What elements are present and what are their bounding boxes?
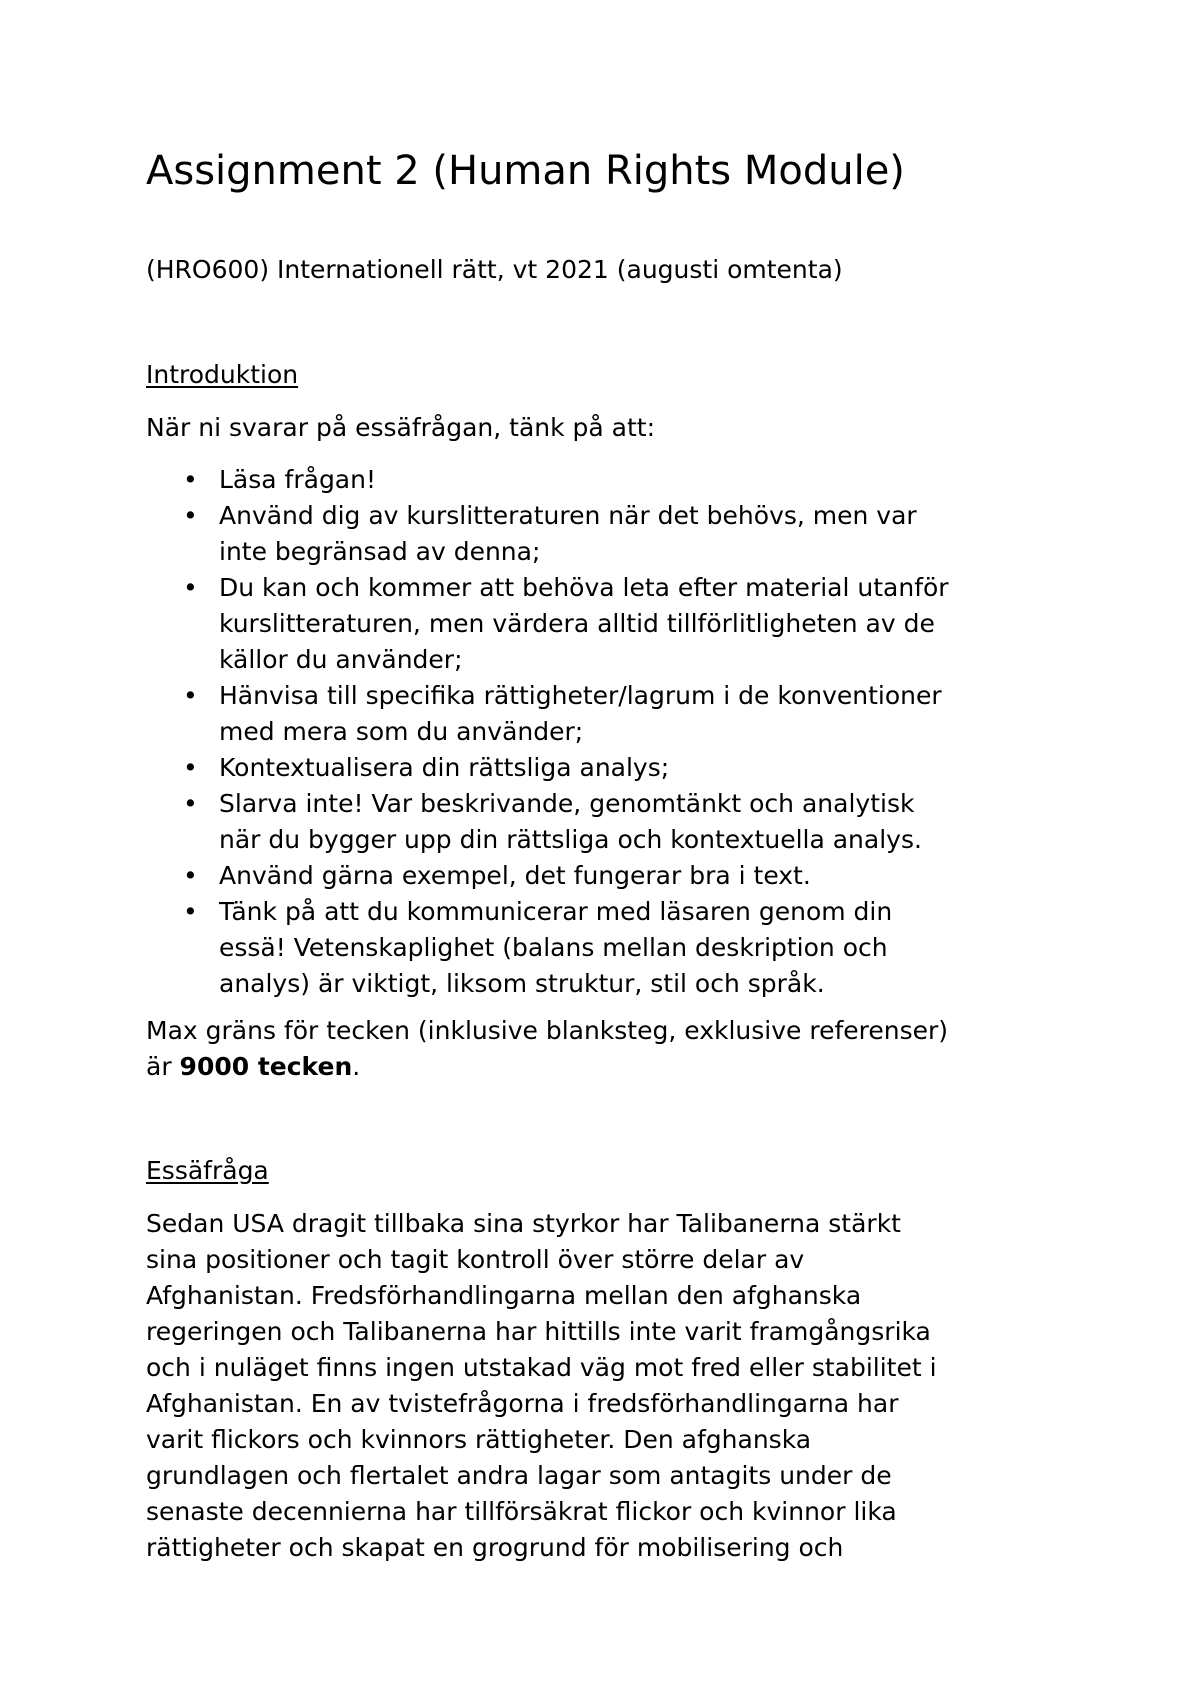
character-limit-paragraph	[146, 1013, 948, 1085]
essay-text-line: rättigheter och skapat en grogrund för mobilisering och	[146, 1533, 844, 1562]
bullet-item	[146, 786, 1066, 858]
bullet-text-line: när du bygger upp din rättsliga och kontextuella analys.	[219, 825, 922, 854]
bullet-item	[146, 678, 1066, 750]
bullet-text-line: Du kan och kommer att behöva leta efter material utanför	[219, 573, 949, 602]
bullet-item	[146, 570, 1066, 678]
bullet-text-line: med mera som du använder;	[219, 717, 584, 746]
course-subtitle: (HRO600) Internationell rätt, vt 2021 (augusti omtenta)	[146, 255, 843, 284]
bullet-item	[146, 858, 1066, 894]
bullet-item	[146, 750, 1066, 786]
intro-heading: Introduktion	[146, 360, 299, 389]
bullet-item	[146, 498, 1066, 570]
essay-text-line: varit flickors och kvinnors rättigheter. Den afghanska	[146, 1425, 812, 1454]
intro-bullet-list	[146, 462, 1066, 1002]
document-title: Assignment 2 (Human Rights Module)	[146, 148, 905, 194]
essay-text-line: sina positioner och tagit kontroll över större delar av	[146, 1245, 805, 1274]
bullet-dot-icon: •	[183, 861, 198, 890]
bullet-item	[146, 894, 1066, 1002]
intro-lead: När ni svarar på essäfrågan, tänk på att:	[146, 413, 656, 442]
limit-value: 9000 tecken	[179, 1052, 353, 1081]
bullet-item	[146, 462, 1066, 498]
essay-text-line: grundlagen och flertalet andra lagar som antagits under de	[146, 1461, 892, 1490]
bullet-text-line: Läsa frågan!	[219, 465, 376, 494]
bullet-dot-icon: •	[183, 753, 198, 782]
essay-text-line: regeringen och Talibanerna har hittills inte varit framgångsrika	[146, 1317, 931, 1346]
bullet-dot-icon: •	[183, 681, 198, 710]
limit-suffix: .	[352, 1052, 361, 1081]
bullet-text-line: analys) är viktigt, liksom struktur, stil och språk.	[219, 969, 825, 998]
essay-text-line: Afghanistan. En av tvistefrågorna i fredsförhandlingarna har	[146, 1389, 899, 1418]
bullet-text-line: essä! Vetenskaplighet (balans mellan deskription och	[219, 933, 888, 962]
bullet-dot-icon: •	[183, 897, 198, 926]
essay-text-line: senaste decennierna har tillförsäkrat flickor och kvinnor lika	[146, 1497, 897, 1526]
essay-heading: Essäfråga	[146, 1156, 269, 1185]
bullet-text-line: inte begränsad av denna;	[219, 537, 541, 566]
bullet-text-line: Använd dig av kurslitteraturen när det behövs, men var	[219, 501, 917, 530]
bullet-text-line: Hänvisa till specifika rättigheter/lagrum i de konventioner	[219, 681, 942, 710]
limit-prefix: är	[146, 1052, 180, 1081]
bullet-text-line: källor du använder;	[219, 645, 463, 674]
bullet-dot-icon: •	[183, 789, 198, 818]
essay-text-line: och i nuläget finns ingen utstakad väg mot fred eller stabilitet i	[146, 1353, 937, 1382]
limit-line-2	[146, 1049, 948, 1085]
bullet-dot-icon: •	[183, 465, 198, 494]
limit-line-1: Max gräns för tecken (inklusive blanksteg, exklusive referenser)	[146, 1016, 949, 1045]
essay-text-line: Afghanistan. Fredsförhandlingarna mellan den afghanska	[146, 1281, 862, 1310]
bullet-text-line: kurslitteraturen, men värdera alltid tillförlitligheten av de	[219, 609, 935, 638]
bullet-dot-icon: •	[183, 573, 198, 602]
bullet-text-line: Slarva inte! Var beskrivande, genomtänkt och analytisk	[219, 789, 915, 818]
bullet-text-line: Använd gärna exempel, det fungerar bra i text.	[219, 861, 811, 890]
bullet-dot-icon: •	[183, 501, 198, 530]
bullet-text-line: Kontextualisera din rättsliga analys;	[219, 753, 670, 782]
essay-text-line: Sedan USA dragit tillbaka sina styrkor har Talibanerna stärkt	[146, 1209, 901, 1238]
essay-question-paragraph	[146, 1206, 937, 1566]
bullet-text-line: Tänk på att du kommunicerar med läsaren genom din	[219, 897, 893, 926]
